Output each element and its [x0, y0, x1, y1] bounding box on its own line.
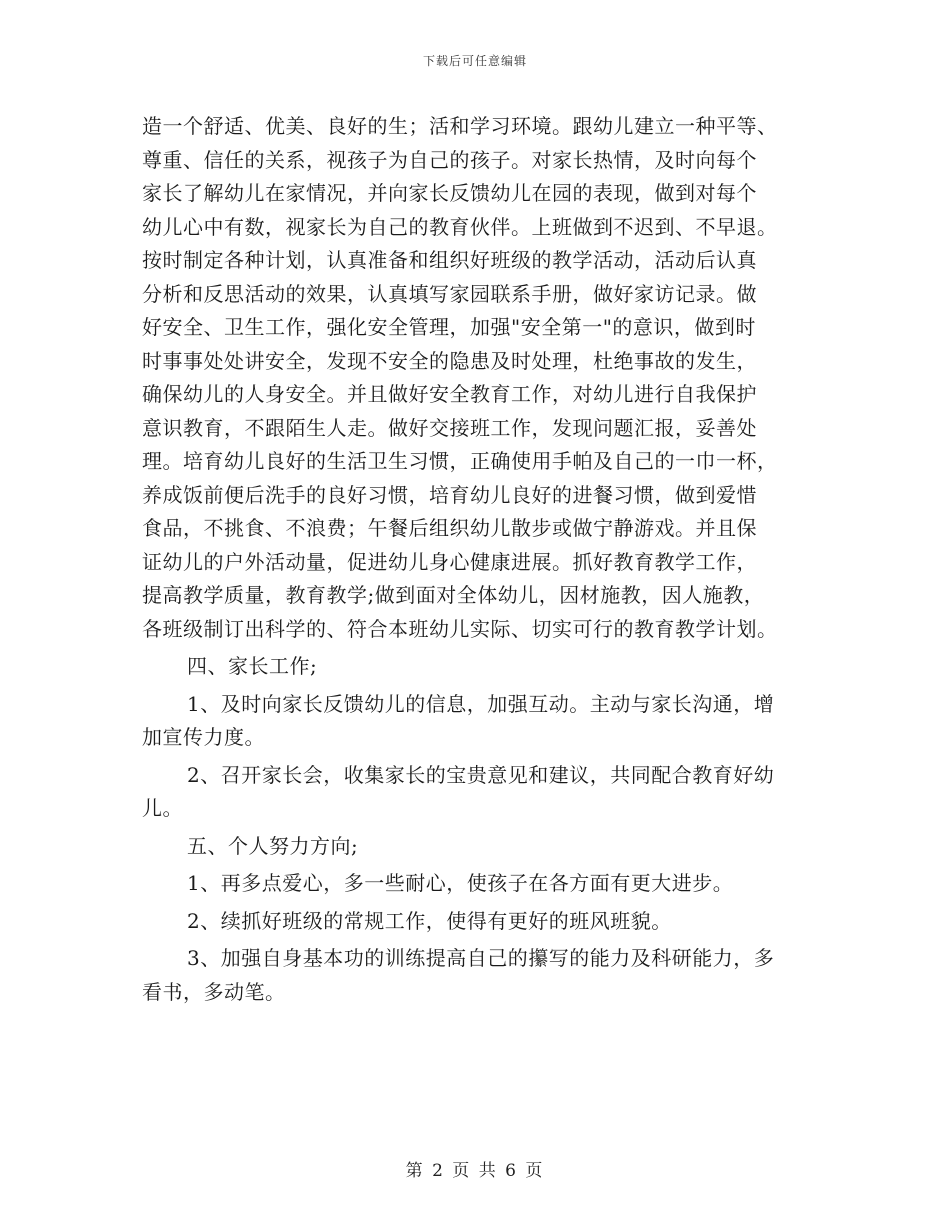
text-line: 尊重、信任的关系，视孩子为自己的孩子。对家长热情，及时向每个 — [142, 147, 757, 172]
text-line: 儿。 — [142, 796, 183, 820]
paragraph-parent-meeting — [142, 759, 810, 826]
paragraph-self-training — [142, 942, 810, 1009]
text-line: 时事事处处讲安全，发现不安全的隐患及时处理，杜绝事故的发生， — [142, 348, 757, 373]
page-header: 下载后可任意编辑 — [422, 54, 527, 68]
text-line: 提高教学质量，教育教学;做到面对全体幼儿，因材施教，因人施教， — [142, 583, 765, 607]
paragraph-love-patience: 1、再多点爱心，多一些耐心，使孩子在各方面有更大进步。 — [187, 871, 734, 895]
text-line: 加宣传力度。 — [142, 725, 265, 749]
text-line: 幼儿心中有数，视家长为自己的教育伙伴。上班做到不迟到、不早退。 — [142, 214, 778, 239]
text-line: 家长了解幼儿在家情况，并向家长反馈幼儿在园的表现，做到对每个 — [142, 181, 757, 205]
text-line: 按时制定各种计划，认真准备和组织好班级的教学活动，活动后认真 — [142, 248, 757, 272]
paragraph-class-work — [142, 110, 810, 646]
paragraph-parent-feedback — [142, 688, 810, 755]
text-line: 食品，不挑食、不浪费；午餐后组织幼儿散步或做宁静游戏。并且保 — [142, 516, 757, 540]
page-number-footer: 第 2 页 共 6 页 — [405, 1161, 545, 1181]
text-line: 1、及时向家长反馈幼儿的信息，加强互动。主动与家长沟通，增 — [187, 691, 775, 716]
text-line: 证幼儿的户外活动量，促进幼儿身心健康进展。抓好教育教学工作， — [142, 549, 757, 574]
document-body — [142, 110, 810, 1009]
text-line: 理。培育幼儿良好的生活卫生习惯，正确使用手帕及自己的一巾一杯， — [142, 449, 778, 473]
paragraph-class-routine: 2、续抓好班级的常规工作，使得有更好的班风班貌。 — [187, 908, 672, 933]
text-line: 意识教育，不跟陌生人走。做好交接班工作，发现问题汇报，妥善处 — [142, 415, 757, 440]
text-line: 分析和反思活动的效果，认真填写家园联系手册，做好家访记录。做 — [142, 281, 757, 306]
text-line: 造一个舒适、优美、良好的生；活和学习环境。跟幼儿建立一种平等、 — [142, 114, 778, 138]
text-line: 看书，多动笔。 — [142, 979, 286, 1004]
text-line: 好安全、卫生工作，强化安全管理，加强"安全第一"的意识，做到时 — [142, 315, 756, 339]
text-line: 2、召开家长会，收集家长的宝贵意见和建议，共同配合教育好幼 — [187, 762, 775, 787]
section-heading-parent-work: 四、家长工作; — [187, 654, 318, 678]
text-line: 3、加强自身基本功的训练提高自己的攥写的能力及科研能力，多 — [187, 946, 775, 970]
section-heading-personal-direction: 五、个人努力方向; — [187, 833, 359, 858]
text-line: 养成饭前便后洗手的良好习惯，培育幼儿良好的进餐习惯，做到爱惜 — [142, 482, 757, 507]
text-line: 确保幼儿的人身安全。并且做好安全教育工作，对幼儿进行自我保护 — [142, 382, 757, 406]
text-line: 各班级制订出科学的、符合本班幼儿实际、切实可行的教育教学计划。 — [142, 616, 778, 641]
